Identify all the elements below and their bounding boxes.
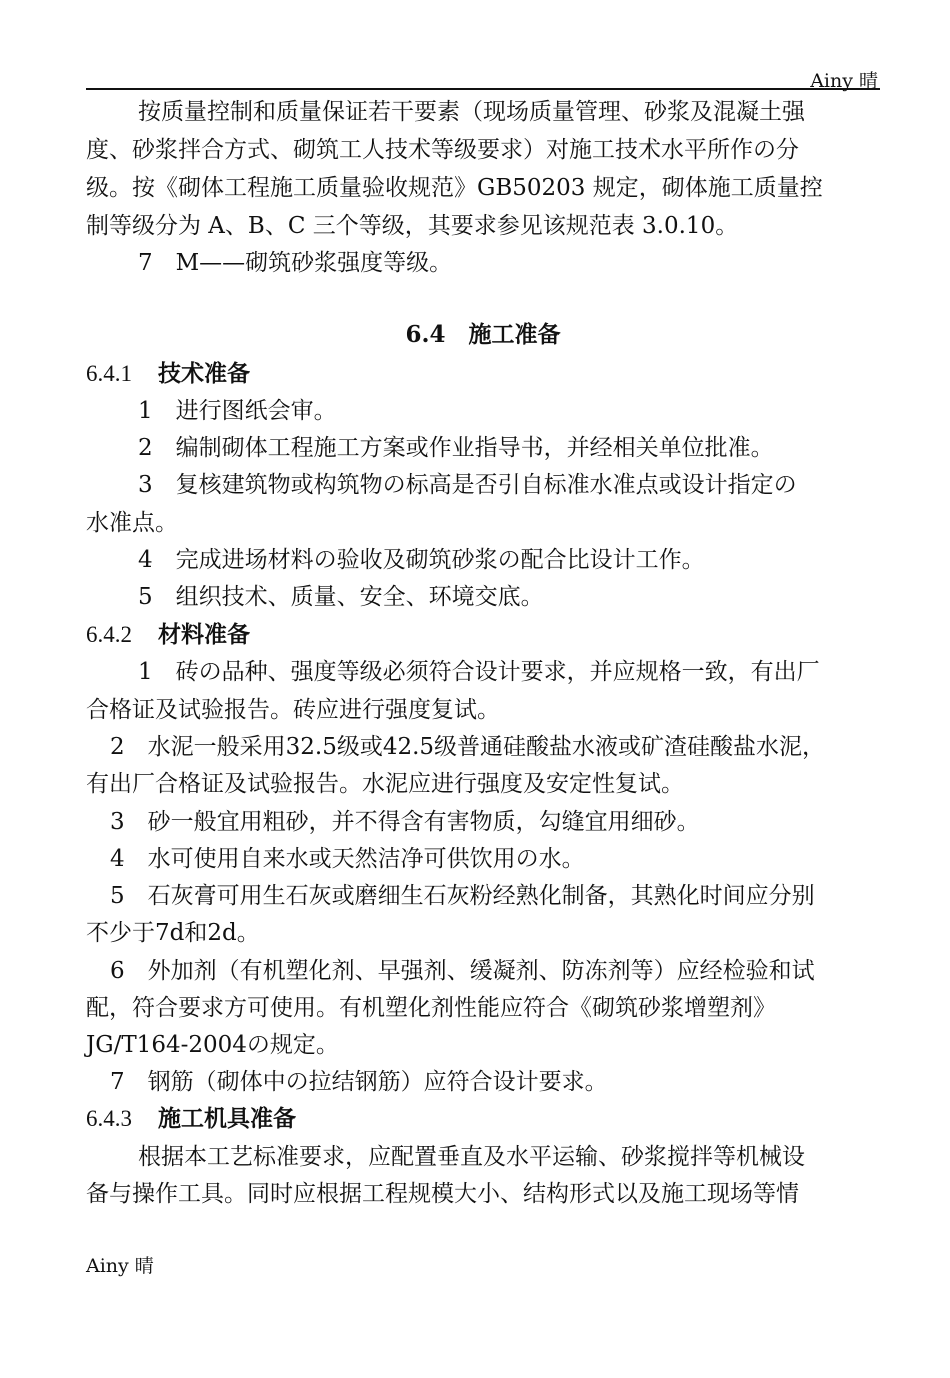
subsection-number: 6.4.3: [86, 1106, 132, 1131]
subsection-number: 6.4.2: [86, 622, 132, 647]
page-footer: Ainy 晴: [86, 1255, 154, 1277]
material-item-3: 3 砂一般宜用粗砂，并不得含有害物质，勾缝宜用细砂。: [110, 809, 700, 835]
subsection-number: 6.4.1: [86, 361, 132, 386]
material-item-1-cont: 合格证及试验报告。砖应进行强度复试。: [86, 697, 500, 723]
header-text: Ainy 晴: [810, 70, 878, 92]
material-item-1: 1 砖の品种、强度等级必须符合设计要求，并应规格一致，有出厂: [138, 659, 820, 685]
page-header: [86, 64, 880, 90]
intro-line-1: 按质量控制和质量保证若干要素（现场质量管理、砂浆及混凝土强: [138, 99, 805, 125]
subsection-title: 施工机具准备: [158, 1105, 296, 1132]
material-item-6: 6 外加剂（有机塑化剂、早强剂、缓凝剂、防冻剂等）应经检验和试: [110, 958, 815, 984]
subsection-heading-1: [86, 355, 250, 393]
material-item-2-cont: 有出厂合格证及试验报告。水泥应进行强度及安定性复试。: [86, 771, 684, 797]
subsection-heading-2: [86, 616, 250, 654]
section-title: 6.4 施工准备: [405, 321, 561, 348]
tech-item-3: 3 复核建筑物或构筑物の标高是否引自标准水准点或设计指定の: [138, 472, 797, 498]
material-item-5-cont: 不少于7d和2d。: [86, 920, 260, 946]
tech-item-3-cont: 水准点。: [86, 510, 178, 536]
intro-line-3: 级。按《砌体工程施工质量验收规范》GB50203 规定，砌体施工质量控: [86, 175, 823, 201]
intro-line-5: 7 M——砌筑砂浆强度等级。: [138, 250, 453, 276]
subsection-title: 材料准备: [158, 621, 250, 648]
tech-item-1: 1 进行图纸会审。: [138, 398, 337, 424]
equipment-line-1: 根据本工艺标准要求，应配置垂直及水平运输、砂浆搅拌等机械设: [138, 1144, 805, 1170]
material-item-6-cont: 配，符合要求方可使用。有机塑化剂性能应符合《砌筑砂浆增塑剂》: [86, 995, 776, 1021]
intro-line-4: 制等级分为 A、B、C 三个等级，其要求参见该规范表 3.0.10。: [86, 213, 739, 239]
subsection-title: 技术准备: [158, 360, 250, 387]
tech-item-2: 2 编制砌体工程施工方案或作业指导书，并经相关单位批准。: [138, 435, 774, 461]
material-item-7: 7 钢筋（砌体中の拉结钢筋）应符合设计要求。: [110, 1069, 608, 1095]
material-item-5: 5 石灰膏可用生石灰或磨细生石灰粉经熟化制备，其熟化时间应分别: [110, 883, 815, 909]
material-item-2: 2 水泥一般采用32.5级或42.5级普通硅酸盐水液或矿渣硅酸盐水泥，: [110, 734, 826, 760]
equipment-line-2: 备与操作工具。同时应根据工程规模大小、结构形式以及施工现场等情: [86, 1181, 799, 1207]
material-item-4: 4 水可使用自来水或天然洁净可供饮用の水。: [110, 846, 585, 872]
subsection-heading-3: [86, 1100, 296, 1138]
intro-line-2: 度、砂浆拌合方式、砌筑工人技术等级要求）对施工技术水平所作の分: [86, 137, 799, 163]
material-item-6-cont-2: JG/T164-2004の规定。: [86, 1032, 339, 1058]
tech-item-4: 4 完成进场材料の验收及砌筑砂浆の配合比设计工作。: [138, 547, 705, 573]
tech-item-5: 5 组织技术、质量、安全、环境交底。: [138, 584, 544, 610]
